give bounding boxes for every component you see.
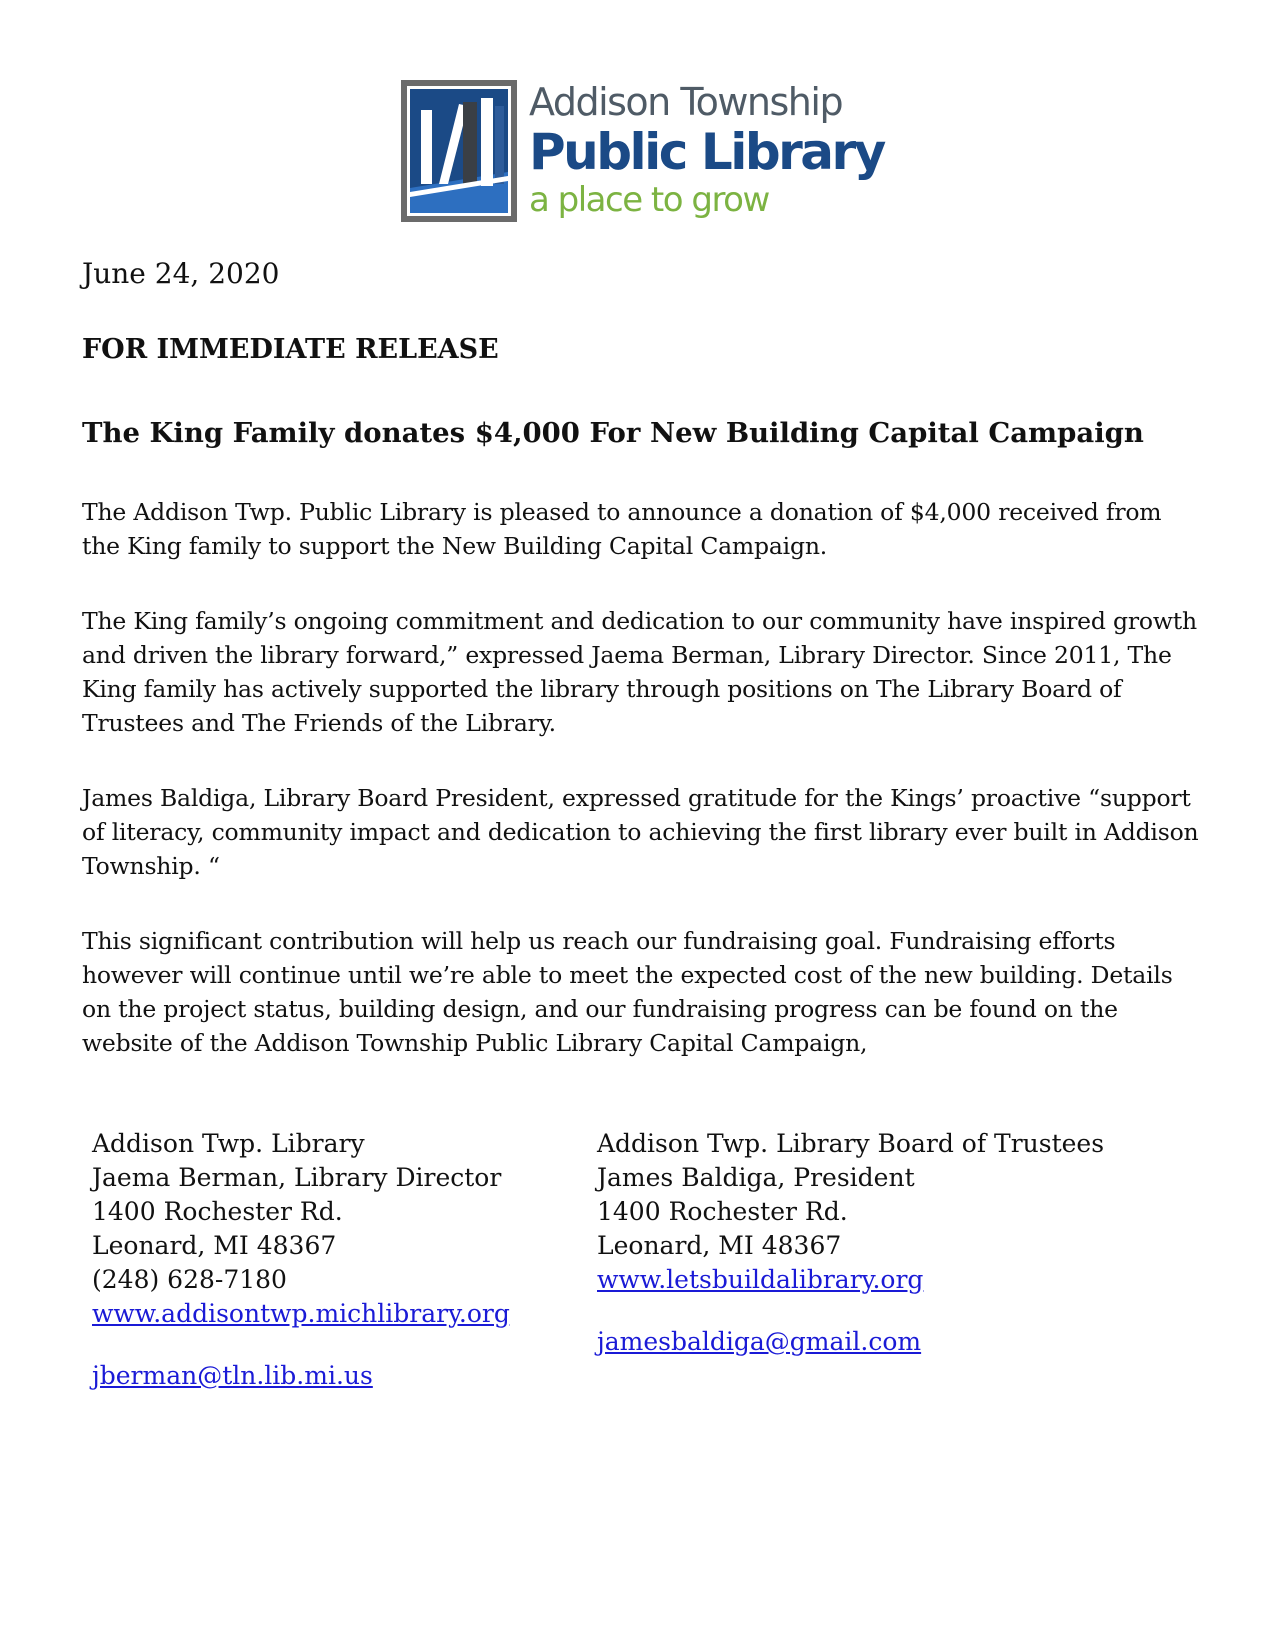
logo-line2: Public Library [529, 123, 884, 181]
contact-board [597, 1127, 1197, 1359]
release-label: FOR IMMEDIATE RELEASE [82, 334, 499, 365]
contact-library [92, 1127, 572, 1393]
library-website-link[interactable]: www.addisontwp.michlibrary.org [92, 1299, 510, 1328]
contact-city: Leonard, MI 48367 [92, 1231, 337, 1260]
contact-street: 1400 Rochester Rd. [92, 1197, 343, 1226]
press-release-body [82, 254, 1202, 1060]
books-icon [401, 80, 517, 222]
contact-person: James Baldiga, President [597, 1163, 915, 1192]
contact-person: Jaema Berman, Library Director [92, 1163, 502, 1192]
paragraph-1: The Addison Twp. Public Library is pleased to announce a donation of $4,000 received from the King family to support the New Building Capital Campaign. [82, 498, 1162, 560]
contact-street: 1400 Rochester Rd. [597, 1197, 848, 1226]
paragraph-2: The King family’s ongoing commitment and dedication to our community have inspired growth and driven the library forward,” expressed Jaema Berman, Library Director. Since 2011, The King family has actively supported the library through positions on The Library Board of Trustees and The Friends of the Library. [82, 607, 1197, 737]
paragraph-3: James Baldiga, Library Board President, expressed gratitude for the Kings’ proactive “support of literacy, community impact and dedication to achieving the first library ever built in Addison Township. “ [82, 784, 1199, 880]
board-email-link[interactable]: jamesbaldiga@gmail.com [597, 1327, 922, 1356]
logo-line1: Addison Township [529, 80, 843, 124]
contact-org: Addison Twp. Library Board of Trustees [597, 1129, 1105, 1158]
release-date: June 24, 2020 [82, 257, 280, 290]
library-logo [401, 80, 901, 230]
contact-city: Leonard, MI 48367 [597, 1231, 842, 1260]
paragraph-4: This significant contribution will help us reach our fundraising goal. Fundraising efforts however will continue until we’re able to meet the expected cost of the new building. Details on the project status, building design, and our fundraising progress can be found on the website of the Addison Township Public Library Capital Campaign, [82, 927, 1173, 1057]
logo-tagline: a place to grow [529, 180, 769, 220]
contact-org: Addison Twp. Library [92, 1129, 365, 1158]
headline: The King Family donates $4,000 For New Building Capital Campaign [82, 417, 1144, 449]
contact-phone: (248) 628-7180 [92, 1265, 287, 1294]
library-email-link[interactable]: jberman@tln.lib.mi.us [92, 1361, 373, 1390]
campaign-website-link[interactable]: www.letsbuildalibrary.org [597, 1265, 924, 1294]
